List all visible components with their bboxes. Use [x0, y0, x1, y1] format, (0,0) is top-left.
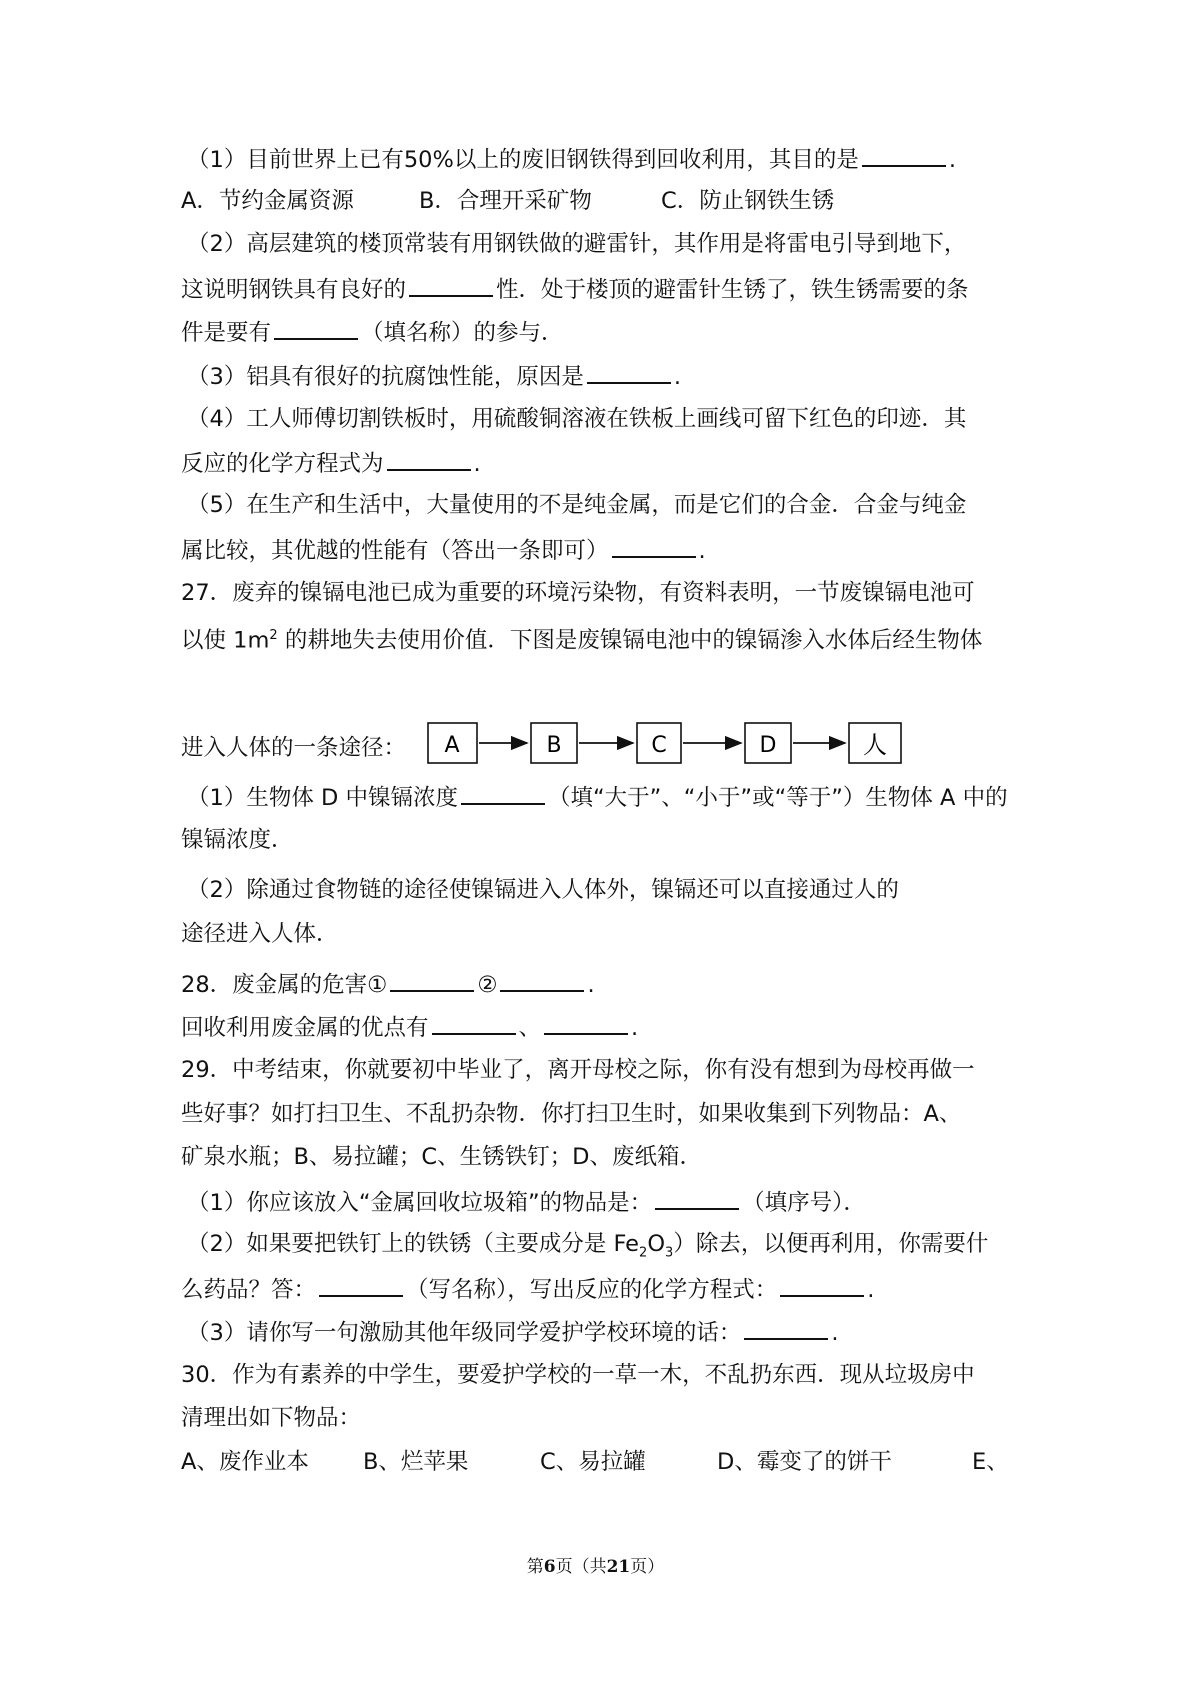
chain-label-b: B — [546, 733, 562, 758]
answer-blank[interactable] — [780, 1272, 864, 1297]
answer-blank[interactable] — [500, 967, 584, 992]
q29-line1: 29．中考结束，你就要初中毕业了，离开母校之际，你有没有想到为母校再做一 — [181, 1057, 975, 1083]
option-a: A．节约金属资源 — [181, 188, 354, 214]
chain-label-d: D — [759, 733, 777, 758]
chain-label-human: 人 — [863, 731, 887, 759]
option-c: C．防止钢铁生锈 — [661, 188, 835, 214]
item-e: E、 — [972, 1449, 1009, 1475]
q27-line2: 以使 $1m^2$ 的耕地失去使用价值．下图是废镍镉电池中的镍镉渗入水体后经生物体 — [181, 627, 983, 654]
answer-blank[interactable] — [862, 142, 946, 167]
chain-label-c: C — [651, 733, 667, 758]
q26-part2-line1: （2）高层建筑的楼顶常装有用钢铁做的避雷针，其作用是将雷电引导到地下， — [187, 231, 967, 257]
q29-part2-line1: （2）如果要把铁钉上的铁锈（主要成分是 $Fe_2O_3$）除去，以便再利用，你需要什 — [187, 1231, 989, 1261]
total-pages: 21 — [606, 1557, 631, 1577]
answer-blank[interactable] — [655, 1185, 739, 1210]
item-a: A、废作业本 — [181, 1449, 309, 1475]
q30-line1: 30．作为有素养的中学生，要爱护学校的一草一木，不乱扔东西．现从垃圾房中 — [181, 1362, 975, 1388]
answer-blank[interactable] — [744, 1315, 828, 1340]
page-number: 6 — [543, 1557, 556, 1577]
q27-part1-line1: （1）生物体 D 中镍镉浓度 （填“大于”、“小于”或“等于”）生物体 A 中的 — [187, 780, 1027, 812]
answer-blank[interactable] — [461, 780, 545, 805]
q26-part4-line1: （4）工人师傅切割铁板时，用硫酸铜溶液在铁板上画线可留下红色的印迹．其 — [187, 406, 967, 432]
q26-options — [181, 185, 1021, 217]
q26-part1: （1）目前世界上已有50%以上的废旧钢铁得到回收利用，其目的是 . — [187, 142, 1027, 174]
q30-items — [181, 1446, 1021, 1478]
q28-line2: 回收利用废金属的优点有 、 . — [181, 1010, 1021, 1042]
q29-part3: （3）请你写一句激励其他年级同学爱护学校环境的话： . — [187, 1315, 1027, 1347]
q27-part1-line2: 镍镉浓度． — [181, 827, 294, 853]
answer-blank[interactable] — [544, 1010, 628, 1035]
q29-part1: （1）你应该放入“金属回收垃圾箱”的物品是： （填序号）． — [187, 1185, 1027, 1217]
answer-blank[interactable] — [409, 272, 493, 297]
answer-blank[interactable] — [587, 359, 671, 384]
answer-blank[interactable] — [612, 533, 696, 558]
q26-part5-line1: （5）在生产和生活中，大量使用的不是纯金属，而是它们的合金．合金与纯金 — [187, 492, 967, 518]
item-c: C、易拉罐 — [540, 1449, 646, 1475]
q27-part2-line2: 途径进入人体． — [181, 921, 339, 947]
q26-part4-line2: 反应的化学方程式为 . — [181, 446, 1021, 478]
q26-part3: （3）铝具有很好的抗腐蚀性能，原因是 . — [187, 359, 1027, 391]
chain-label-a: A — [444, 733, 460, 758]
answer-blank[interactable] — [274, 315, 358, 340]
answer-blank[interactable] — [387, 446, 471, 471]
q29-part2-line2: 么药品？答： （写名称），写出反应的化学方程式： . — [181, 1272, 1021, 1304]
q26-part2-line3: 件是要有 （填名称）的参与． — [181, 315, 1021, 347]
q30-line2: 清理出如下物品： — [181, 1405, 362, 1431]
answer-blank[interactable] — [319, 1272, 403, 1297]
q28-line1: 28．废金属的危害① ② . — [181, 967, 1021, 999]
answer-blank[interactable] — [390, 967, 474, 992]
q29-line3: 矿泉水瓶；B、易拉罐；C、生锈铁钉；D、废纸箱． — [181, 1144, 702, 1170]
item-b: B、烂苹果 — [363, 1449, 469, 1475]
item-d: D、霉变了的饼干 — [717, 1449, 892, 1475]
option-b: B．合理开采矿物 — [419, 188, 592, 214]
q27-line1: 27．废弃的镍镉电池已成为重要的环境污染物，有资料表明，一节废镍镉电池可 — [181, 580, 975, 606]
answer-blank[interactable] — [432, 1010, 516, 1035]
food-chain-diagram — [427, 719, 907, 767]
page-footer: 第6页（共21页） — [526, 1557, 665, 1577]
q26-part2-line2: 这说明钢铁具有良好的 性．处于楼顶的避雷针生锈了，铁生锈需要的条 — [181, 272, 1021, 304]
q27-part2-line1: （2）除通过食物链的途径使镍镉进入人体外，镍镉还可以直接通过人的 — [187, 877, 899, 903]
q27-line3: 进入人体的一条途径： — [181, 735, 407, 761]
q26-part5-line2: 属比较，其优越的性能有（答出一条即可） . — [181, 533, 1021, 565]
q29-line2: 些好事？如打扫卫生、不乱扔杂物．你打扫卫生时，如果收集到下列物品：A、 — [181, 1101, 962, 1127]
